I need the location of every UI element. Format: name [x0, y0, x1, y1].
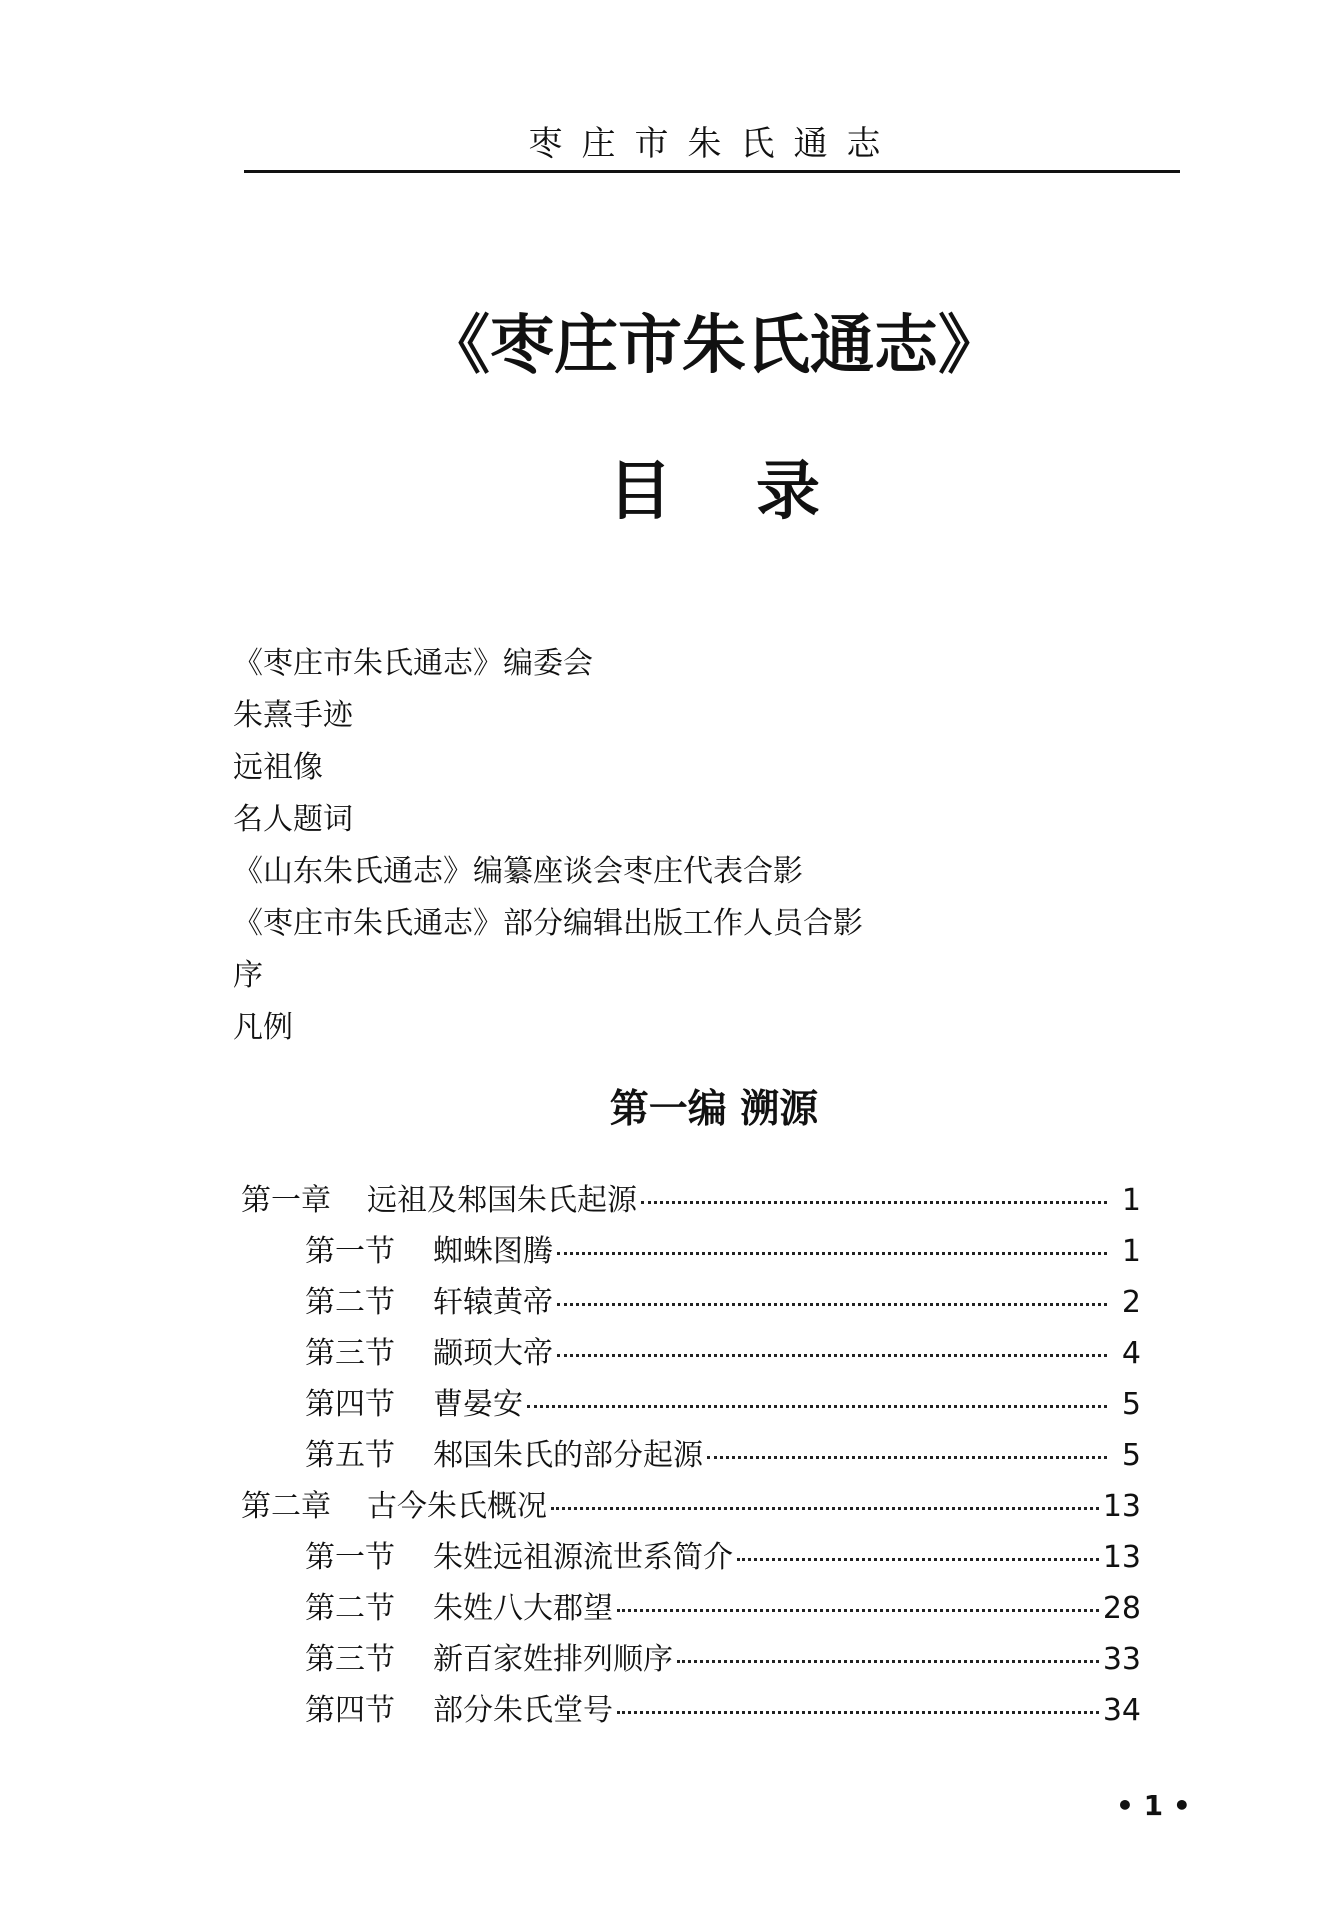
dot-leader [617, 1710, 1099, 1714]
toc-entry-section[interactable] [241, 1430, 1141, 1481]
toc-entry-section[interactable] [241, 1277, 1141, 1328]
toc-entry-section[interactable] [241, 1685, 1141, 1736]
entry-title: 轩辕黄帝 [433, 1285, 553, 1320]
front-matter-item[interactable]: 《枣庄市朱氏通志》编委会 [233, 646, 593, 681]
toc-entry-section[interactable] [241, 1379, 1141, 1430]
entry-title: 朱姓远祖源流世系简介 [433, 1540, 733, 1575]
entry-page: 33 [1102, 1642, 1141, 1677]
entry-number: 第一章 [241, 1183, 331, 1218]
entry-number: 第四节 [305, 1387, 395, 1422]
entry-title: 部分朱氏堂号 [433, 1693, 613, 1728]
entry-page: 28 [1102, 1591, 1141, 1626]
toc-entry-chapter[interactable] [241, 1481, 1141, 1532]
front-matter-item[interactable]: 凡例 [233, 1010, 293, 1045]
dot-leader [641, 1200, 1107, 1204]
entry-number: 第二节 [305, 1591, 395, 1626]
toc-entry-section[interactable] [241, 1532, 1141, 1583]
toc-entry-section[interactable] [241, 1226, 1141, 1277]
entry-number: 第二节 [305, 1285, 395, 1320]
dot-leader [527, 1404, 1107, 1408]
dot-leader [677, 1659, 1099, 1663]
entry-page: 1 [1121, 1183, 1141, 1218]
dot-leader [737, 1557, 1099, 1561]
entry-title: 远祖及邾国朱氏起源 [367, 1183, 637, 1218]
dot-leader [557, 1302, 1107, 1306]
front-matter-item[interactable]: 朱熹手迹 [233, 698, 353, 733]
front-matter-item[interactable]: 名人题词 [233, 802, 353, 837]
book-title: 《枣庄市朱氏通志》 [426, 309, 1002, 383]
entry-page: 13 [1102, 1489, 1141, 1524]
entry-number: 第三节 [305, 1642, 395, 1677]
entry-title: 颛顼大帝 [433, 1336, 553, 1371]
toc-list [241, 1175, 1141, 1736]
toc-entry-section[interactable] [241, 1634, 1141, 1685]
page-number: • 1 • [1116, 1789, 1191, 1822]
toc-entry-section[interactable] [241, 1328, 1141, 1379]
entry-number: 第二章 [241, 1489, 331, 1524]
dot-leader [617, 1608, 1099, 1612]
front-matter-item[interactable]: 《枣庄市朱氏通志》部分编辑出版工作人员合影 [233, 906, 863, 941]
entry-page: 5 [1121, 1438, 1141, 1473]
entry-number: 第四节 [305, 1693, 395, 1728]
entry-title: 曹晏安 [433, 1387, 523, 1422]
part-title: 第一编 溯源 [609, 1087, 819, 1132]
entry-page: 1 [1121, 1234, 1141, 1269]
entry-title: 邾国朱氏的部分起源 [433, 1438, 703, 1473]
dot-leader [557, 1251, 1107, 1255]
entry-number: 第三节 [305, 1336, 395, 1371]
entry-page: 5 [1121, 1387, 1141, 1422]
entry-number: 第一节 [305, 1234, 395, 1269]
entry-number: 第一节 [305, 1540, 395, 1575]
entry-page: 4 [1121, 1336, 1141, 1371]
toc-entry-section[interactable] [241, 1583, 1141, 1634]
entry-title: 朱姓八大郡望 [433, 1591, 613, 1626]
dot-leader [557, 1353, 1107, 1357]
entry-title: 古今朱氏概况 [367, 1489, 547, 1524]
dot-leader [707, 1455, 1107, 1459]
front-matter-item[interactable]: 序 [233, 958, 263, 993]
toc-heading: 目录 [608, 455, 904, 529]
entry-page: 34 [1102, 1693, 1141, 1728]
running-head: 枣庄市朱氏通志 [528, 124, 900, 164]
entry-page: 13 [1102, 1540, 1141, 1575]
header-rule [244, 170, 1180, 173]
toc-entry-chapter[interactable] [241, 1175, 1141, 1226]
dot-leader [551, 1506, 1099, 1510]
front-matter-item[interactable]: 远祖像 [233, 750, 323, 785]
entry-number: 第五节 [305, 1438, 395, 1473]
front-matter-item[interactable]: 《山东朱氏通志》编纂座谈会枣庄代表合影 [233, 854, 803, 889]
entry-page: 2 [1121, 1285, 1141, 1320]
entry-title: 新百家姓排列顺序 [433, 1642, 673, 1677]
entry-title: 蜘蛛图腾 [433, 1234, 553, 1269]
front-matter-list [233, 638, 1133, 1054]
